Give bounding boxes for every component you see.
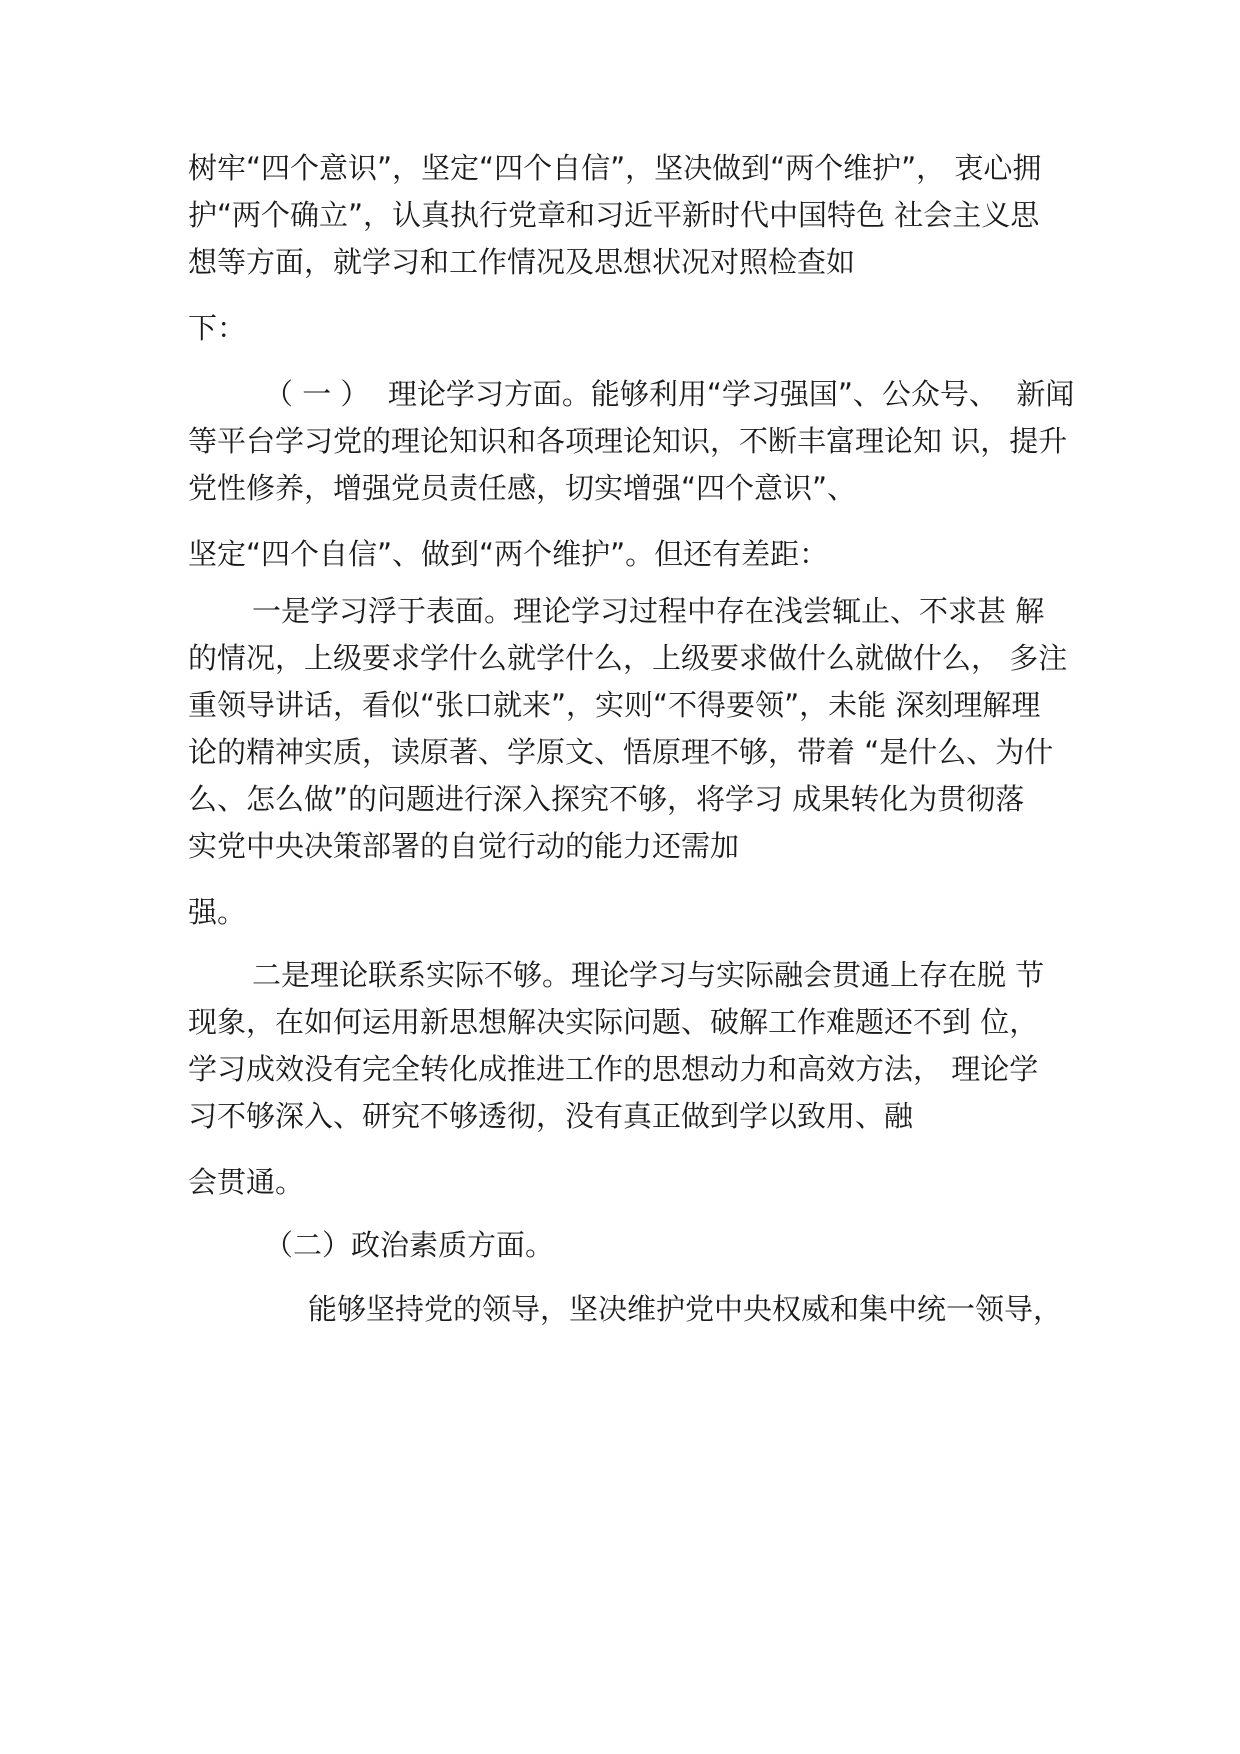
body-text-line: 的情况，上级要求学什么就学什么，上级要求做什么就做什么， 多注 [188,641,1068,675]
body-text-line: 会贯通。 [188,1165,305,1199]
body-text-line: 现象，在如何运用新思想解决实际问题、破解工作难题还不到 位， [188,1005,1039,1039]
body-text-line: 坚定“四个自信”、做到“两个维护”。但还有差距： [188,537,829,571]
paragraph-first-line: 二是理论联系实际不够。理论学习与实际融会贯通上存在脱 节 [252,958,1045,992]
body-text-line: 习不够深入、研究不够透彻，没有真正做到学以致用、融 [188,1099,914,1133]
body-text-line: 论的精神实质，读原著、学原文、悟原理不够，带着 “是什么、为什 [188,735,1054,769]
body-text-line: 等平台学习党的理论知识和各项理论知识，不断丰富理论知 识，提升 [188,424,1068,458]
body-text-line: 护“两个确立”，认真执行党章和习近平新时代中国特色 社会主义思 [188,198,1040,232]
body-text-line: 想等方面，就学习和工作情况及思想状况对照检查如 [188,245,856,279]
body-text-line: 强。 [188,895,247,929]
section-heading-2: （二）政治素质方面。 [264,1228,555,1262]
body-text-line: 重领导讲话，看似“张口就来”，实则“不得要领”，未能 深刻理解理 [188,688,1041,722]
body-text-line: 党性修养，增强党员责任感，切实增强“四个意识”、 [188,471,857,505]
body-text-line: 下： [188,311,247,345]
body-text-line: 学习成效没有完全转化成推进工作的思想动力和高效方法， 理论学 [188,1052,1039,1086]
paragraph-first-line: 能够坚持党的领导，坚决维护党中央权威和集中统一领导， [308,1292,1063,1326]
body-text-line: 树牢“四个意识”，坚定“四个自信”，坚决做到“两个维护”， 衷心拥 [188,151,1042,185]
paragraph-first-line: 一是学习浮于表面。理论学习过程中存在浅尝辄止、不求甚 解 [252,594,1045,628]
body-text-line: 么、怎么做”的问题进行深入探究不够，将学习 成果转化为贯彻落 [188,782,1025,816]
section-heading-1: （ 一 ） 理论学习方面。能够利用“学习强国”、公众号、 新闻 [264,377,1075,411]
body-text-line: 实党中央决策部署的自觉行动的能力还需加 [188,829,740,863]
